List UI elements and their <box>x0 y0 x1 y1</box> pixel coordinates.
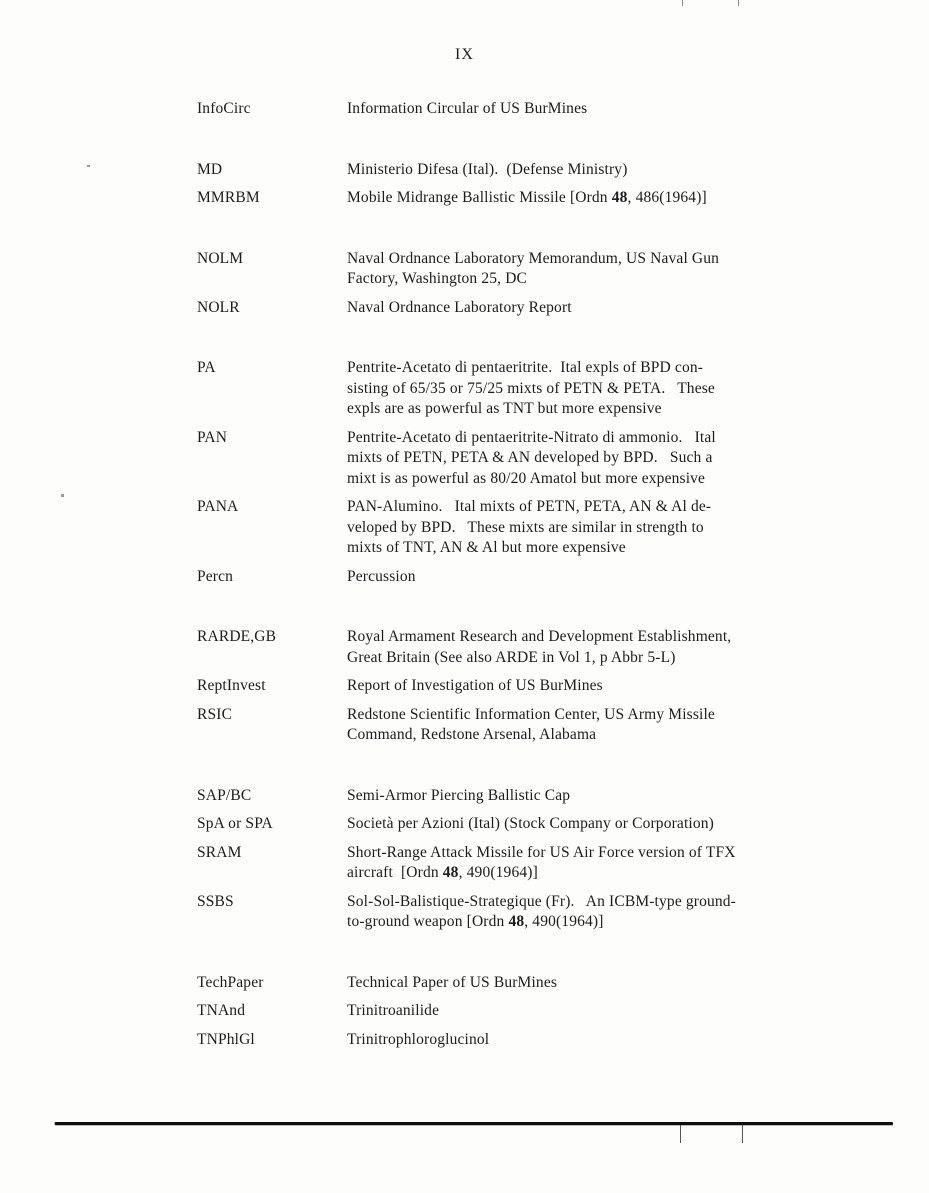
text-segment: Mobile Midrange Ballistic Missile [Ordn <box>347 189 612 206</box>
abbr-term: SRAM <box>197 843 242 861</box>
scan-rule-bottom <box>55 1122 893 1125</box>
definition-line: Technical Paper of US BurMines <box>347 973 558 991</box>
abbr-entry <box>197 786 797 807</box>
definition-line: Pentrite-Acetato di pentaeritrite-Nitrato di ammonio. Ital <box>347 428 716 446</box>
abbr-term: Percn <box>197 567 234 585</box>
abbr-entry <box>197 358 797 420</box>
definition-line: mixt is as powerful as 80/20 Amatol but more expensive <box>347 469 706 487</box>
scan-tick-top-right <box>738 0 739 6</box>
abbr-definition <box>347 892 797 933</box>
abbr-definition <box>347 676 797 697</box>
abbr-entry <box>197 892 797 933</box>
abbr-term: TechPaper <box>197 973 264 991</box>
abbr-term: NOLM <box>197 249 244 267</box>
definition-line: Naval Ordnance Laboratory Memorandum, US Naval Gun <box>347 249 720 267</box>
abbr-entry <box>197 705 797 746</box>
abbr-term: ReptInvest <box>197 677 266 694</box>
abbr-term: TNAnd <box>197 1002 246 1019</box>
abbr-definition <box>347 973 797 994</box>
abbr-term: RARDE,GB <box>197 628 277 645</box>
definition-line: mixts of PETN, PETA & AN developed by BPD. Such a <box>347 449 713 466</box>
abbr-definition <box>347 298 797 319</box>
definition-line: sisting of 65/35 or 75/25 mixts of PETN & PETA. These <box>347 379 715 397</box>
abbr-entry <box>197 99 797 120</box>
definition-line: Trinitrophloroglucinol <box>347 1030 490 1048</box>
text-segment: aircraft [Ordn <box>347 864 443 881</box>
definition-line: Trinitroanilide <box>347 1002 440 1019</box>
abbr-group <box>197 973 797 1051</box>
abbr-entry <box>197 1030 797 1051</box>
definition-line: Command, Redstone Arsenal, Alabama <box>347 726 597 743</box>
abbr-definition <box>347 843 797 884</box>
page-number: IX <box>455 46 474 63</box>
abbr-definition <box>347 428 797 490</box>
abbr-group <box>197 160 797 209</box>
abbr-definition <box>347 786 797 807</box>
abbr-term: NOLR <box>197 298 240 316</box>
abbr-definition <box>347 627 797 668</box>
abbr-definition <box>347 705 797 746</box>
abbr-entry <box>197 627 797 668</box>
abbr-term: PANA <box>197 498 239 515</box>
abbr-group <box>197 786 797 933</box>
abbr-entry <box>197 843 797 884</box>
abbr-definition <box>347 249 797 290</box>
bold-ref-number: 48 <box>442 864 459 881</box>
definition-line: mixts of TNT, AN & Al but more expensive <box>347 539 626 556</box>
abbr-term: PAN <box>197 428 228 446</box>
definition-line: Information Circular of US BurMines <box>347 100 588 117</box>
definition-line: Royal Armament Research and Development Establishment, <box>347 628 732 645</box>
definition-line: Ministerio Difesa (Ital). (Defense Ministry) <box>347 160 628 178</box>
abbr-entry <box>197 298 797 319</box>
abbr-entry <box>197 567 797 588</box>
definition-line: Report of Investigation of US BurMines <box>347 677 603 694</box>
definition-line: Redstone Scientific Information Center, US Army Missile <box>347 705 715 723</box>
definition-line <box>347 188 797 209</box>
abbr-entry <box>197 1001 797 1022</box>
definition-line: Naval Ordnance Laboratory Report <box>347 298 572 316</box>
scan-tick-bottom-left <box>680 1125 681 1143</box>
definition-line: PAN-Alumino. Ital mixts of PETN, PETA, AN & Al de- <box>347 498 712 515</box>
abbr-term: RSIC <box>197 705 233 723</box>
scan-tick-bottom-right <box>742 1125 743 1143</box>
abbr-group <box>197 627 797 746</box>
text-segment: , 490(1964)] <box>524 913 604 930</box>
definition-line: Factory, Washington 25, DC <box>347 270 528 287</box>
abbr-term: PA <box>197 359 216 376</box>
abbr-definition <box>347 497 797 559</box>
abbr-term: TNPhlGl <box>197 1030 255 1048</box>
abbr-definition <box>347 1001 797 1022</box>
abbr-group <box>197 99 797 120</box>
abbr-definition <box>347 99 797 120</box>
bold-ref-number: 48 <box>611 189 628 206</box>
abbr-group <box>197 358 797 587</box>
definition-line: Pentrite-Acetato di pentaeritrite. Ital expls of BPD con- <box>347 359 704 376</box>
definition-line <box>347 863 797 884</box>
abbr-term: SpA or SPA <box>197 815 273 832</box>
abbr-term: SSBS <box>197 892 234 910</box>
abbr-entry <box>197 676 797 697</box>
abbr-term: InfoCirc <box>197 100 251 117</box>
abbr-group <box>197 249 797 319</box>
text-segment: , 486(1964)] <box>627 189 707 206</box>
definition-line: Great Britain (See also ARDE in Vol 1, p Abbr 5-L) <box>347 648 676 666</box>
abbr-definition <box>347 814 797 835</box>
abbreviation-list <box>197 99 797 1050</box>
definition-line: Semi-Armor Piercing Ballistic Cap <box>347 786 571 804</box>
abbr-term: SAP/BC <box>197 786 252 804</box>
abbr-definition <box>347 567 797 588</box>
abbr-entry <box>197 428 797 490</box>
abbr-entry <box>197 814 797 835</box>
abbr-definition <box>347 1030 797 1051</box>
abbr-entry <box>197 973 797 994</box>
definition-line: Percussion <box>347 567 416 585</box>
definition-line: Sol-Sol-Balistique-Strategique (Fr). An ICBM-type ground- <box>347 892 736 910</box>
definition-line <box>347 912 797 933</box>
abbr-entry <box>197 188 797 209</box>
abbr-entry <box>197 249 797 290</box>
scan-speck <box>87 165 90 167</box>
definition-line: Società per Azioni (Ital) (Stock Company or Corporation) <box>347 815 714 832</box>
scan-tick-top-left <box>682 0 683 6</box>
abbr-term: MMRBM <box>197 189 260 206</box>
definition-line: veloped by BPD. These mixts are similar in strength to <box>347 518 704 536</box>
bold-ref-number: 48 <box>508 913 525 930</box>
abbr-definition <box>347 160 797 181</box>
definition-line: Short-Range Attack Missile for US Air Force version of TFX <box>347 843 736 861</box>
abbr-term: MD <box>197 160 223 178</box>
abbr-definition <box>347 188 797 209</box>
abbr-entry <box>197 497 797 559</box>
text-segment: to-ground weapon [Ordn <box>347 913 509 930</box>
text-segment: , 490(1964)] <box>458 864 538 881</box>
scan-speck <box>61 494 64 497</box>
definition-line: expls are as powerful as TNT but more expensive <box>347 400 662 417</box>
abbr-entry <box>197 160 797 181</box>
abbr-definition <box>347 358 797 420</box>
